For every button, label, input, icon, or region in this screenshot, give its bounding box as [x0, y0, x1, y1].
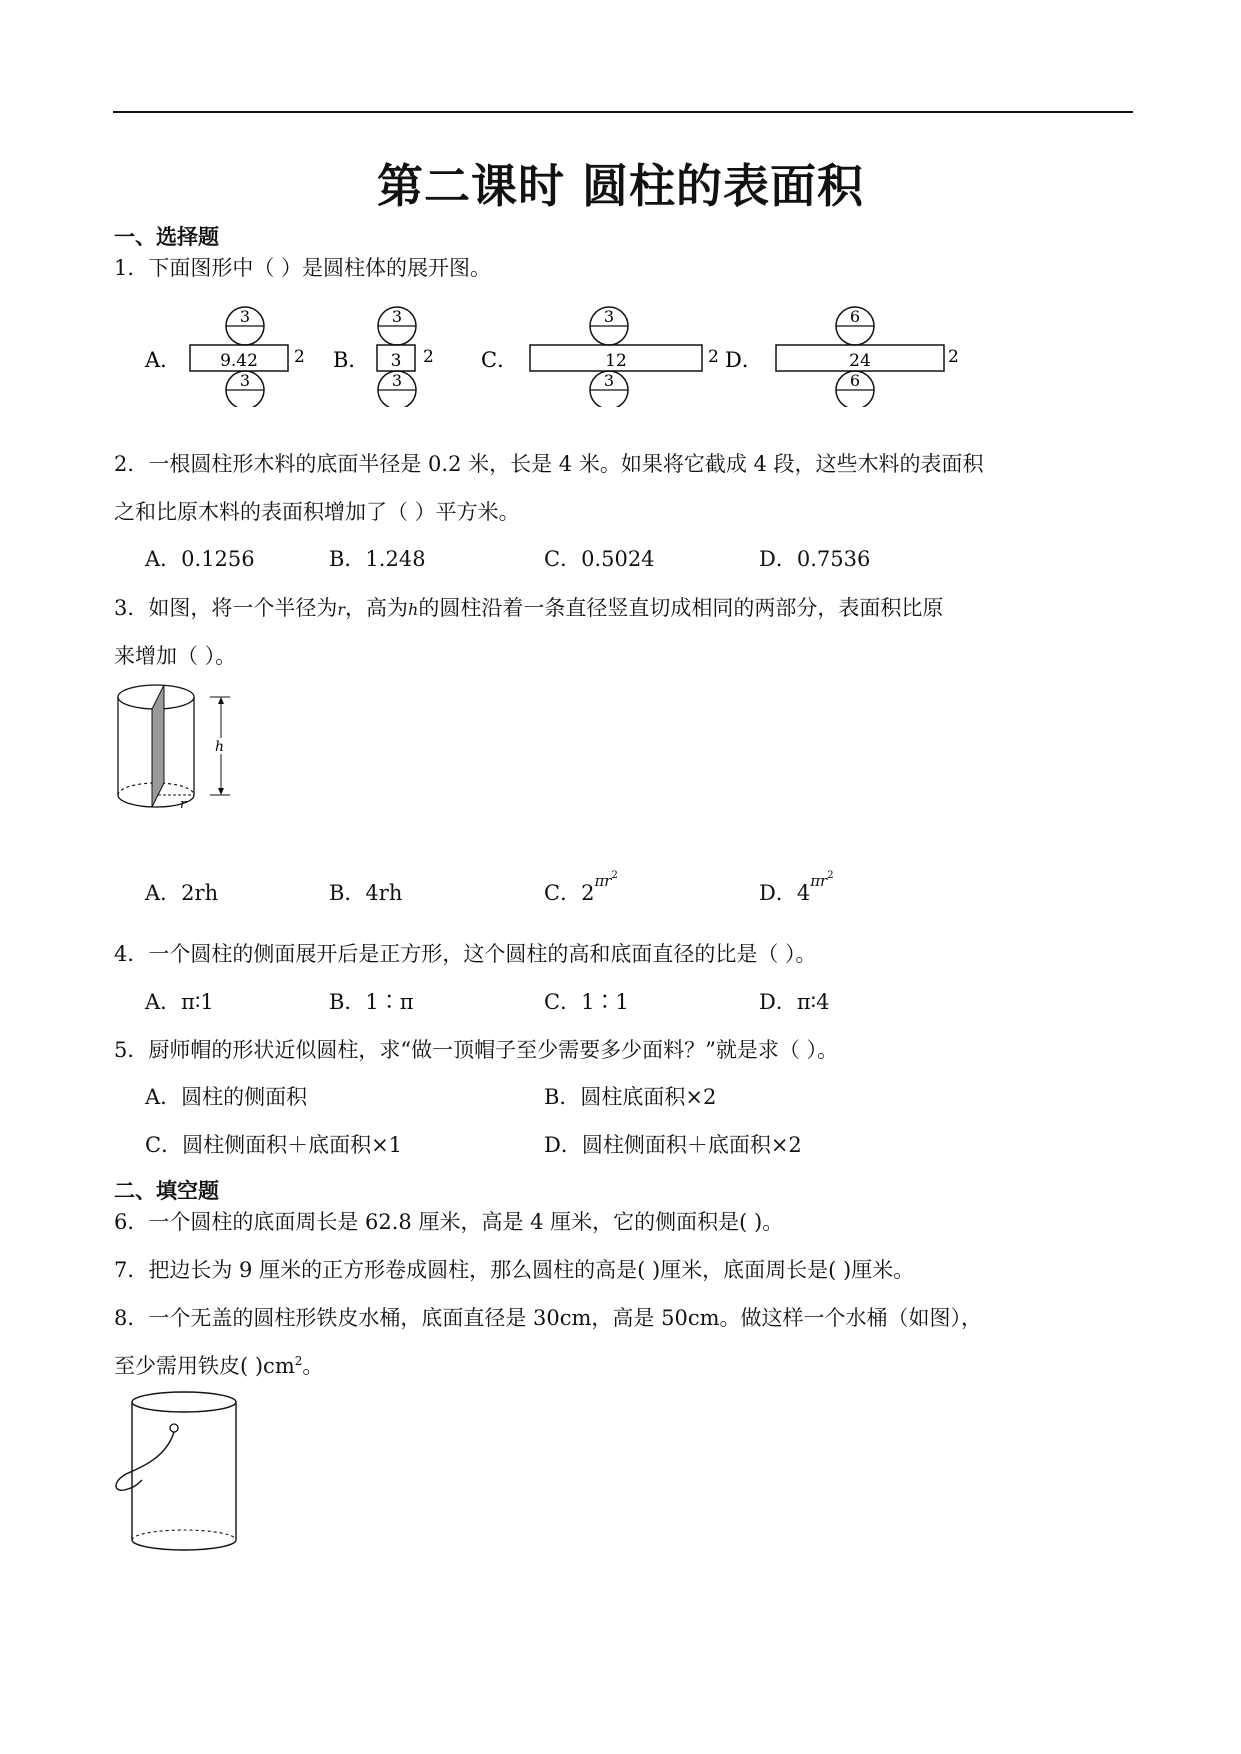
q1-option-c-label: C． [481, 348, 519, 372]
q1-option-a-side-label: 2 [294, 347, 305, 367]
q1-option-d-side-label: 2 [948, 347, 959, 367]
q4-option-c: C．1∶1 [544, 990, 629, 1014]
q1-option-c [481, 307, 719, 407]
q5-option-b: B．圆柱底面积×2 [544, 1085, 717, 1109]
q1-option-b-rect-label: 3 [390, 351, 402, 371]
q1-option-d-label: D． [725, 348, 763, 372]
question-4: 4．一个圆柱的侧面展开后是正方形，这个圆柱的高和底面直径的比是（ ）。 [114, 942, 817, 966]
q1-option-b-bottom-label: 3 [391, 371, 403, 390]
question-5: 5．厨师帽的形状近似圆柱，求“做一顶帽子至少需要多少面料？”就是求（ ）。 [114, 1038, 839, 1062]
q3-option-c-text: C．2 [544, 881, 595, 905]
q5-option-d: D．圆柱侧面积＋底面积×2 [544, 1133, 802, 1157]
q3-option-b: B．4rh [329, 881, 403, 905]
q3-option-d-exponent-power: 2 [827, 870, 834, 881]
q3-figure-h-label: h [215, 739, 225, 755]
q3-radius-symbol: r [337, 600, 346, 619]
q4-option-d: D．π∶4 [759, 990, 830, 1014]
q5-option-a: A．圆柱的侧面积 [145, 1085, 308, 1109]
q3-option-c-exponent: πr [594, 872, 612, 890]
q1-option-b-top-label: 3 [391, 307, 403, 326]
q1-figure-options [140, 297, 960, 407]
q5-option-c: C．圆柱侧面积＋底面积×1 [145, 1133, 403, 1157]
q3-text-b: ，高为 [345, 596, 409, 620]
q1-option-b [333, 307, 434, 407]
q3-option-d-exponent: πr [810, 872, 828, 890]
question-2-line-2: 之和比原木料的表面积增加了（ ）平方米。 [114, 500, 520, 524]
q3-text-c: 的圆柱沿着一条直径竖直切成相同的两部分，表面积比原 [418, 596, 944, 620]
page-title: 第二课时 圆柱的表面积 [376, 159, 864, 213]
q8-unit-exponent: 2 [294, 1354, 303, 1368]
question-7: 7．把边长为 9 厘米的正方形卷成圆柱，那么圆柱的高是( )厘米，底面周长是( )厘米。 [114, 1258, 915, 1282]
q3-option-c-exponent-power: 2 [611, 870, 618, 881]
q3-cylinder-figure [112, 680, 242, 810]
section-heading-fill: 二、填空题 [114, 1179, 219, 1203]
q1-option-c-bottom-label: 3 [603, 371, 615, 390]
q4-option-a: A．π∶1 [145, 990, 214, 1014]
q3-text-a: 3．如图，将一个半径为 [114, 596, 338, 620]
q2-option-c: C．0.5024 [544, 547, 655, 571]
question-8-line-2 [114, 1350, 323, 1380]
q1-option-c-rect-label: 12 [605, 351, 627, 371]
section-heading-choice: 一、选择题 [114, 225, 219, 249]
q3-option-d-text: D．4 [759, 881, 811, 905]
q4-option-b: B．1∶π [329, 990, 414, 1014]
q3-option-d [759, 870, 834, 907]
q2-option-b: B．1.248 [329, 547, 426, 571]
q1-option-d-rect-label: 24 [849, 351, 871, 371]
question-6: 6．一个圆柱的底面周长是 62.8 厘米，高是 4 厘米，它的侧面积是( )。 [114, 1210, 784, 1234]
q1-option-d-bottom-label: 6 [849, 371, 861, 390]
q1-option-c-side-label: 2 [708, 347, 719, 367]
top-rule [113, 111, 1133, 113]
q3-figure-r-label: r [180, 797, 187, 810]
q1-option-c-top-label: 3 [603, 307, 615, 326]
q8-bucket-figure [110, 1388, 250, 1558]
q1-option-a-label: A． [145, 348, 182, 372]
q1-option-a-top-label: 3 [239, 307, 251, 326]
q3-option-c [544, 870, 618, 907]
q8-text-b: 。 [302, 1354, 324, 1378]
q2-option-d: D．0.7536 [759, 547, 871, 571]
q1-option-b-side-label: 2 [423, 347, 434, 367]
q1-option-a-bottom-label: 3 [239, 371, 251, 390]
q8-text-a: 至少需用铁皮( )cm [114, 1354, 295, 1378]
question-3-line-2: 来增加（ ）。 [114, 644, 237, 668]
question-2-line-1: 2．一根圆柱形木料的底面半径是 0.2 米，长是 4 米。如果将它截成 4 段，这些木料的表面积 [114, 452, 984, 476]
q1-option-a [144, 307, 305, 407]
q3-height-symbol: h [408, 600, 419, 619]
question-3-line-1 [114, 592, 943, 622]
question-8-line-1: 8．一个无盖的圆柱形铁皮水桶，底面直径是 30cm，高是 50cm。做这样一个水桶（如图）， [114, 1306, 983, 1330]
q1-option-d [725, 307, 959, 407]
question-1: 1．下面图形中（ ）是圆柱体的展开图。 [114, 256, 492, 280]
q2-option-a: A．0.1256 [145, 547, 255, 571]
q3-option-a: A．2rh [145, 881, 219, 905]
q1-option-a-rect-label: 9.42 [220, 351, 258, 371]
q1-option-b-label: B． [333, 348, 370, 372]
q1-option-d-top-label: 6 [849, 307, 861, 326]
